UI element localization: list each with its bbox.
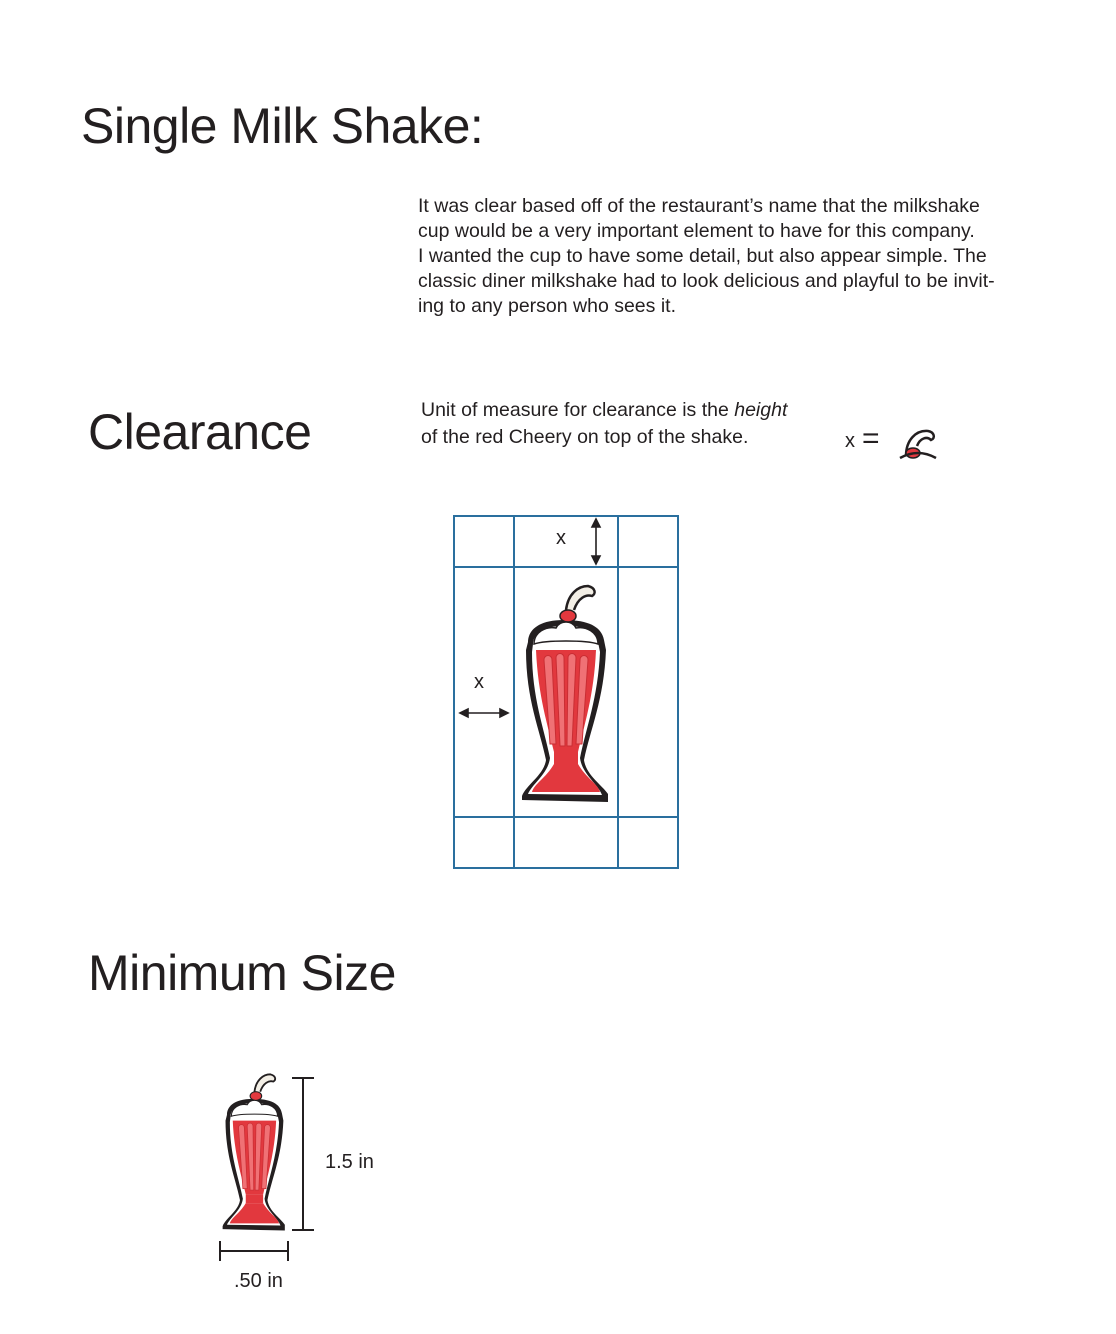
- minimum-size-heading: Minimum Size: [88, 945, 396, 1001]
- height-label: 1.5 in: [325, 1151, 374, 1173]
- milkshake-logo-large: [516, 580, 612, 804]
- width-label: .50 in: [234, 1270, 283, 1292]
- height-dimension-line: [290, 1076, 320, 1234]
- grid-left-x-label: x: [474, 671, 484, 693]
- equals-sign: =: [862, 422, 880, 455]
- width-dimension-line: [218, 1239, 290, 1263]
- horizontal-dimension-arrow: [460, 709, 508, 717]
- cherry-unit-icon: [898, 426, 940, 460]
- unit-text-line2: of the red Cheery on top of the shake.: [421, 426, 749, 448]
- intro-line: classic diner milkshake had to look delicious and playful to be invit-: [418, 270, 995, 292]
- x-variable-label: x: [845, 430, 855, 452]
- clearance-description: [421, 397, 787, 451]
- intro-paragraph: [418, 194, 1058, 319]
- unit-emphasis: height: [734, 399, 788, 421]
- page-title: Single Milk Shake:: [81, 98, 484, 154]
- intro-line: cup would be a very important element to have for this company.: [418, 220, 975, 242]
- milkshake-logo-small: [218, 1070, 288, 1232]
- intro-line: I wanted the cup to have some detail, but also appear simple. The: [418, 245, 987, 267]
- grid-top-x-label: x: [556, 527, 566, 549]
- clearance-heading: Clearance: [88, 404, 312, 460]
- vertical-dimension-arrow: [592, 519, 600, 564]
- unit-text: Unit of measure for clearance is the: [421, 399, 735, 421]
- intro-line: ing to any person who sees it.: [418, 295, 676, 317]
- intro-line: It was clear based off of the restaurant’s name that the milkshake: [418, 195, 980, 217]
